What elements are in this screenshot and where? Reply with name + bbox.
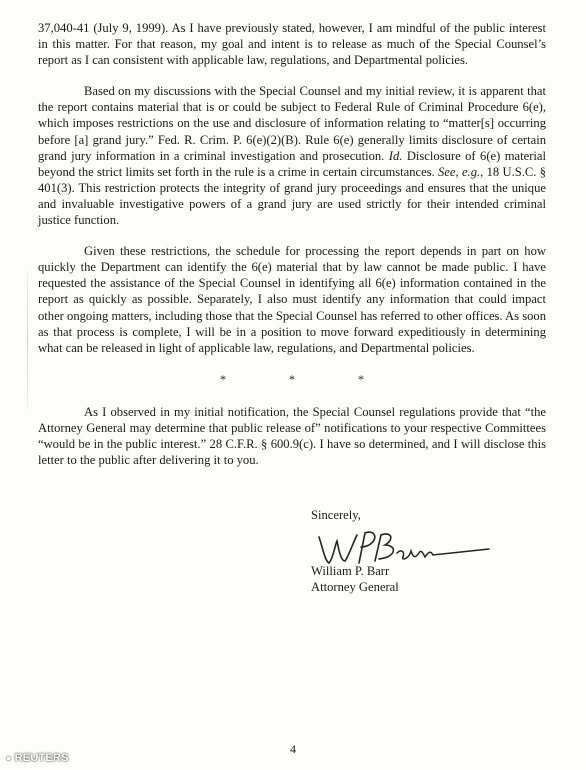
citation-id: Id. [388, 148, 403, 163]
reuters-logo-icon: ● [6, 753, 12, 763]
paragraph-1 [38, 20, 546, 68]
paragraph-4-text: As I observed in my initial notification, the Special Counsel regulations provide that “the Attorney General may determine that public release of” notifications to your respective Committees “would be in the public interest.” 28 C.F.R. § 600.9(c). I have so determined, and I will disclose this letter to the public after delivering it to you. [38, 404, 546, 468]
paragraph-2-text-b: Disclosure of 6(e) material beyond the strict limits set forth in the rule is a crime in certain circumstances. [38, 148, 546, 179]
reuters-watermark-text: REUTERS [14, 752, 69, 764]
paragraph-3 [38, 243, 546, 356]
scan-margin-line [27, 270, 28, 410]
signature-block [311, 507, 399, 595]
sign-off: Sincerely, [311, 508, 361, 522]
paragraph-2-text-a: Based on my discussions with the Special Counsel and my initial review, it is apparent that the report contains material that is or could be subject to Federal Rule of Criminal Procedure 6(e), which imposes restrictions on the use and disclosure of information relating to “matter[s] occurring before [a] grand jury.” Fed. R. Crim. P. 6(e)(2)(B). Rule 6(e) generally limits disclosure of certain grand jury information in a criminal investigation and prosecution. [38, 84, 546, 163]
signer-title: Attorney General [311, 580, 399, 594]
paragraph-2 [38, 83, 546, 228]
handwritten-signature [313, 523, 493, 571]
paragraph-3-text: Given these restrictions, the schedule for processing the report depends in part on how quickly the Department can identify the 6(e) material that by law cannot be made public. I have requested the assistance of the Special Counsel in identifying all 6(e) information contained in the report as quickly as possible. Separately, I also must identify any information that could impact other ongoing matters, including those that the Special Counsel has referred to other offices. As soon as that process is complete, I will be in a position to move forward expeditiously in determining what can be released in light of applicable law, regulations, and Departmental policies. [38, 244, 546, 355]
reuters-watermark [6, 752, 69, 764]
letter-body [38, 20, 546, 483]
paragraph-2-text-c: , 18 U.S.C. § 401(3). This restriction protects the integrity of grand jury proceedings and ensures that the unique and invaluable investigative powers of a grand jury are used strictly for their intended criminal justice function. [38, 164, 546, 228]
section-separator: * * * [220, 371, 394, 386]
paragraph-1-text: 37,040-41 (July 9, 1999). As I have previously stated, however, I am mindful of the public interest in this matter. For that reason, my goal and intent is to release as much of the Special Counsel’s report as I can consistent with applicable law, regulations, and Departmental policies. [38, 21, 546, 68]
page-number: 4 [290, 742, 296, 756]
citation-see-eg: See, e.g. [438, 164, 481, 179]
paragraph-4 [38, 404, 546, 468]
signer-name: William P. Barr [311, 564, 390, 578]
